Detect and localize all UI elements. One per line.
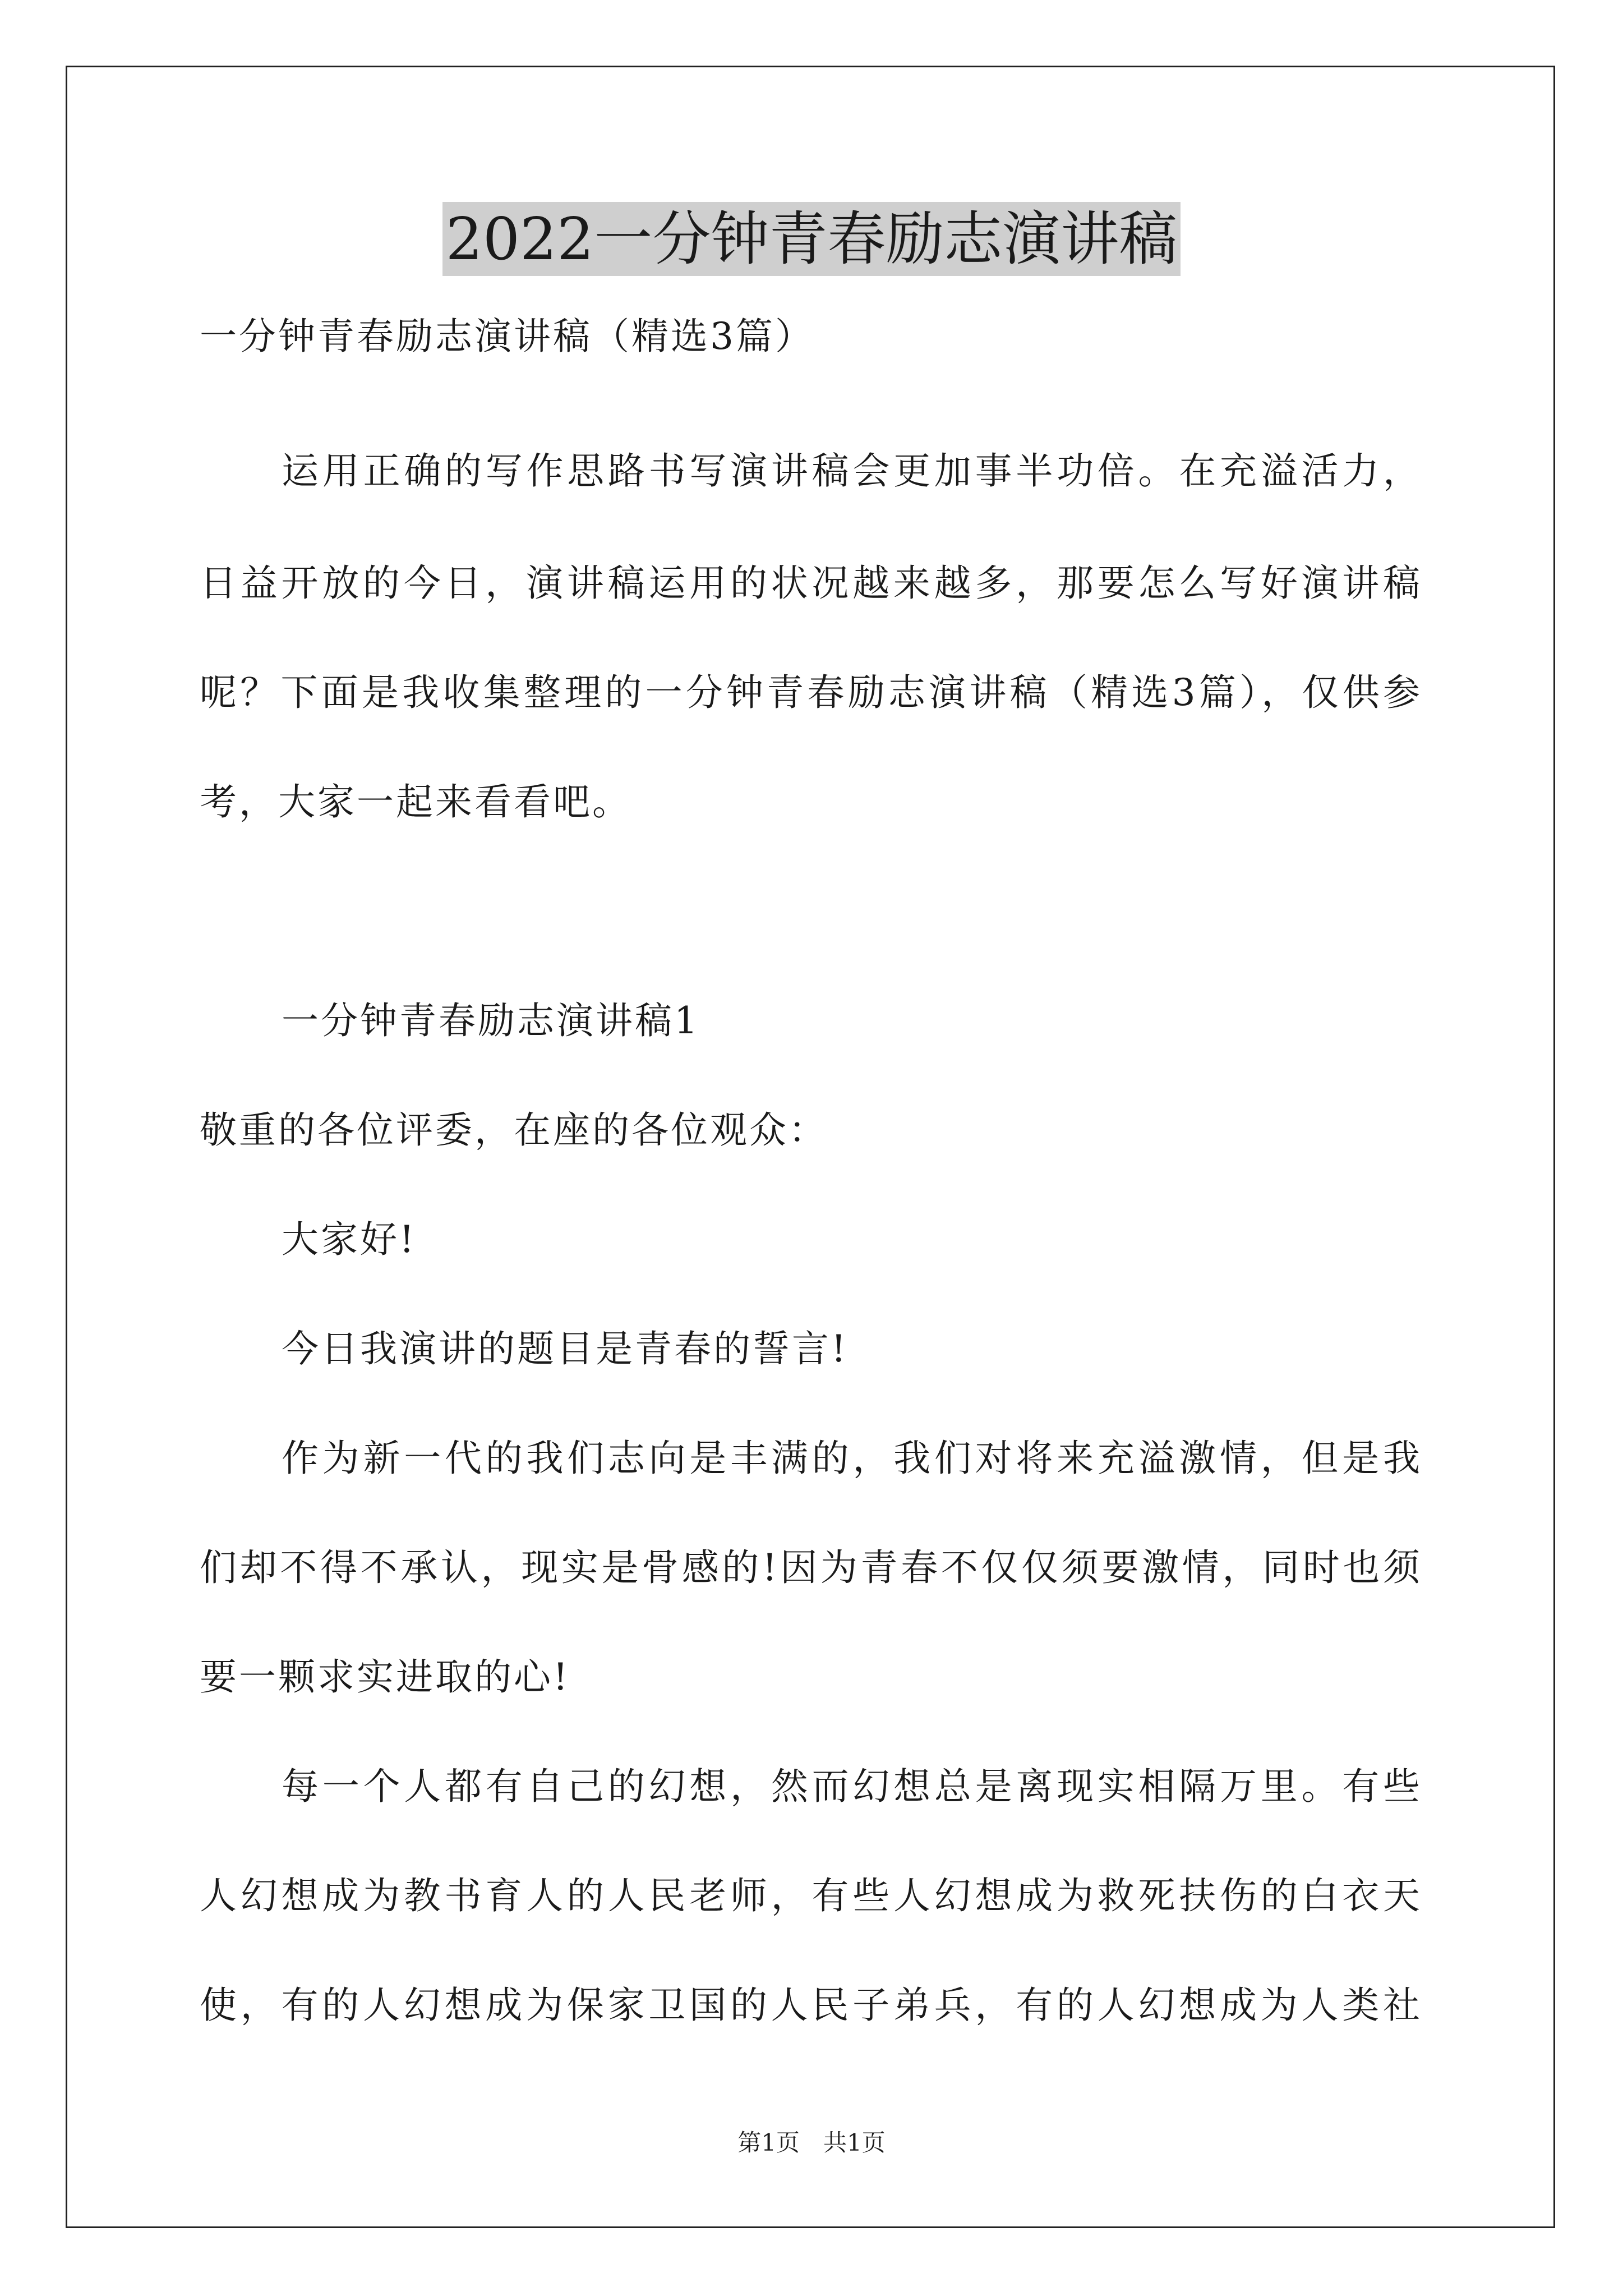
document-title: 2022一分钟青春励志演讲稿 xyxy=(442,202,1181,276)
paragraph-line: 大家好! xyxy=(282,1218,417,1261)
title-container xyxy=(0,202,1623,276)
paragraph-line: 呢？下面是我收集整理的一分钟青春励志演讲稿（精选3篇），仅供参 xyxy=(200,671,1422,714)
paragraph-line: 日益开放的今日，演讲稿运用的状况越来越多，那要怎么写好演讲稿 xyxy=(200,562,1422,605)
paragraph-line: 使，有的人幻想成为保家卫国的人民子弟兵，有的人幻想成为人类社 xyxy=(200,1984,1422,2027)
page-footer: 第1页 共1页 xyxy=(737,2129,886,2156)
paragraph-line: 考，大家一起来看看吧。 xyxy=(200,780,631,823)
paragraph-line: 们却不得不承认，现实是骨感的!因为青春不仅仅须要激情，同时也须 xyxy=(200,1546,1422,1589)
salutation-line: 敬重的各位评委，在座的各位观众： xyxy=(200,1108,828,1152)
paragraph-line: 运用正确的写作思路书写演讲稿会更加事半功倍。在充溢活力， xyxy=(282,449,1422,493)
paragraph-line: 每一个人都有自己的幻想，然而幻想总是离现实相隔万里。有些 xyxy=(282,1765,1422,1808)
paragraph-line: 作为新一代的我们志向是丰满的，我们对将来充溢激情，但是我 xyxy=(282,1437,1422,1480)
paragraph-line: 要一颗求实进取的心! xyxy=(200,1655,570,1699)
paragraph-line: 今日我演讲的题目是青春的誓言! xyxy=(282,1327,849,1370)
subtitle-line: 一分钟青春励志演讲稿（精选3篇） xyxy=(200,315,814,358)
section-heading: 一分钟青春励志演讲稿1 xyxy=(282,999,700,1042)
paragraph-line: 人幻想成为教书育人的人民老师，有些人幻想成为救死扶伤的白衣天 xyxy=(200,1874,1422,1917)
